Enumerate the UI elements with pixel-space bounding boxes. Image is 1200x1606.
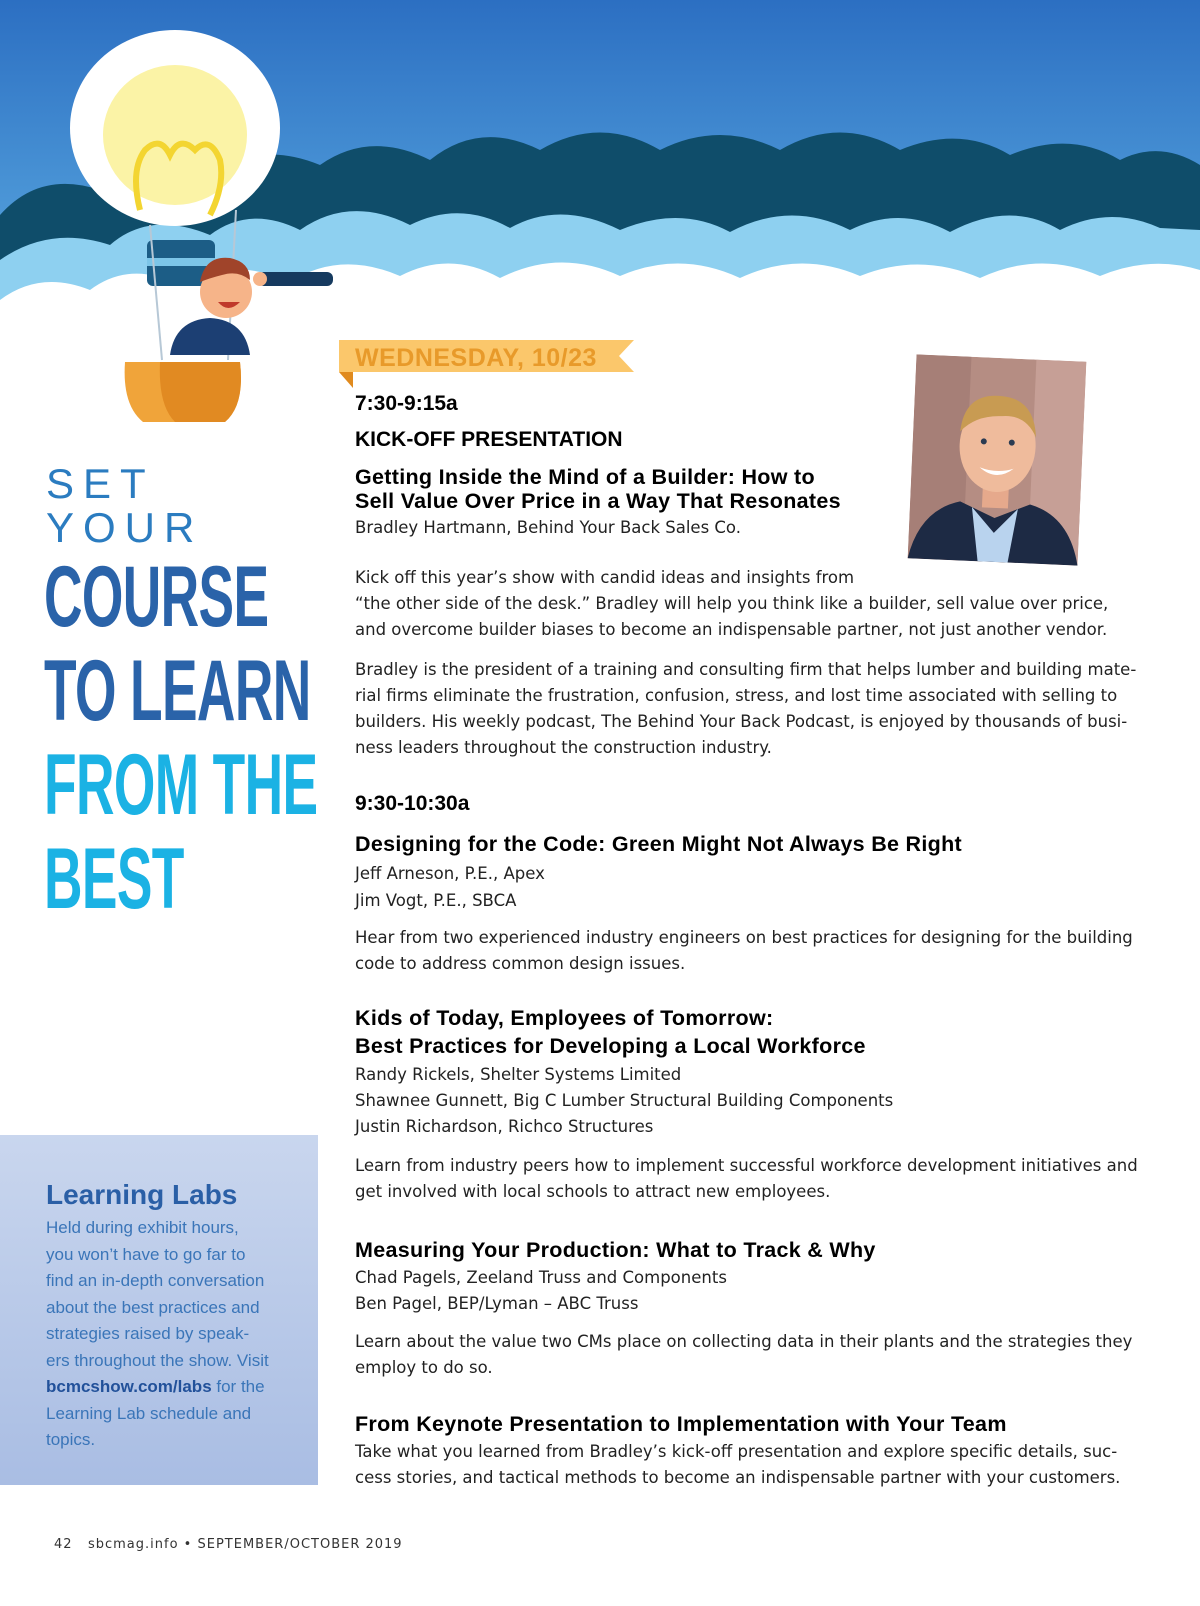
session-speaker: Chad Pagels, Zeeland Truss and Components	[355, 1268, 727, 1287]
page-headline	[44, 460, 318, 927]
session-speaker: Randy Rickels, Shelter Systems Limited	[355, 1065, 682, 1084]
date-ribbon-label: WEDNESDAY, 10/23	[355, 344, 597, 372]
session-description-line: get involved with local schools to attract new employees.	[355, 1182, 831, 1201]
session-speaker: Jeff Arneson, P.E., Apex	[355, 864, 545, 883]
speaker-photo	[908, 354, 1087, 565]
speaker-bio-line: ness leaders throughout the construction industry.	[355, 738, 772, 757]
session-title: Kids of Today, Employees of Tomorrow:	[355, 1006, 774, 1030]
session-description-line: Hear from two experienced industry engineers on best practices for designing for the building	[355, 928, 1133, 947]
session-description-line: cess stories, and tactical methods to become an indispensable partner with your customers.	[355, 1468, 1121, 1487]
session-title: Getting Inside the Mind of a Builder: How to	[355, 465, 815, 489]
session-speaker: Ben Pagel, BEP/Lyman – ABC Truss	[355, 1294, 639, 1313]
session-kicker: KICK-OFF PRESENTATION	[355, 428, 623, 451]
session-description-line: Take what you learned from Bradley’s kick-off presentation and explore specific details, suc-	[355, 1442, 1118, 1461]
session-description-line: “the other side of the desk.” Bradley will help you think like a builder, sell value over price,	[355, 594, 1109, 613]
session-description-line: code to address common design issues.	[355, 954, 686, 973]
page-number: 42	[54, 1537, 73, 1552]
session-description-line: Kick off this year’s show with candid ideas and insights from	[355, 568, 855, 587]
session-speaker: Bradley Hartmann, Behind Your Back Sales Co.	[355, 518, 741, 537]
headline-line-1: SET YOUR	[46, 460, 204, 551]
labs-line: Held during exhibit hours,	[46, 1218, 239, 1237]
headline-line-4: FROM THE	[44, 737, 318, 833]
session-description-line: employ to do so.	[355, 1358, 493, 1377]
labs-line: strategies raised by speak-	[46, 1324, 250, 1343]
session-time: 7:30-9:15a	[355, 392, 458, 415]
session-description-line: Learn about the value two CMs place on collecting data in their plants and the strategies they	[355, 1332, 1133, 1351]
footer-bullet: •	[183, 1537, 193, 1552]
labs-line: ers throughout the show. Visit	[46, 1350, 269, 1370]
session-speaker: Jim Vogt, P.E., SBCA	[355, 891, 517, 910]
learning-labs-title: Learning Labs	[46, 1179, 238, 1210]
headline-line-3: TO LEARN	[44, 643, 311, 739]
session-title: Measuring Your Production: What to Track & Why	[355, 1238, 876, 1262]
labs-line	[46, 1374, 298, 1401]
session-description-line: and overcome builder biases to become an indispensable partner, not just another vendor.	[355, 620, 1108, 639]
session-speaker: Shawnee Gunnett, Big C Lumber Structural Building Components	[355, 1091, 894, 1110]
footer-site: sbcmag.info	[87, 1537, 179, 1552]
learning-labs-box	[0, 1135, 318, 1485]
session-title: Best Practices for Developing a Local Workforce	[355, 1034, 866, 1058]
headline-line-5: BEST	[44, 831, 184, 927]
session-title: From Keynote Presentation to Implementation with Your Team	[355, 1412, 1007, 1436]
labs-after-link: for the	[211, 1377, 265, 1396]
labs-line: topics.	[46, 1430, 96, 1449]
labs-line: Learning Lab schedule and	[46, 1403, 252, 1423]
footer-issue: SEPTEMBER/OCTOBER 2019	[197, 1537, 403, 1552]
session-speaker: Justin Richardson, Richco Structures	[355, 1117, 654, 1136]
learning-labs-body	[46, 1215, 298, 1454]
labs-line: about the best practices and	[46, 1297, 260, 1317]
speaker-bio-line: builders. His weekly podcast, The Behind Your Back Podcast, is enjoyed by thousands of busi-	[355, 712, 1128, 731]
session-title: Designing for the Code: Green Might Not Always Be Right	[355, 832, 962, 856]
labs-link[interactable]: bcmcshow.com/labs	[46, 1377, 212, 1396]
headline-line-2: COURSE	[44, 549, 269, 645]
session-description-line: Learn from industry peers how to implement successful workforce development initiatives and	[355, 1156, 1138, 1175]
labs-line: find an in-depth conversation	[46, 1271, 265, 1290]
speaker-bio-line: rial firms eliminate the frustration, confusion, stress, and lost time associated with selling to	[355, 686, 1118, 705]
session-title: Sell Value Over Price in a Way That Resonates	[355, 489, 841, 513]
labs-line: you won’t have to go far to	[46, 1244, 246, 1264]
speaker-bio-line: Bradley is the president of a training and consulting firm that helps lumber and building mate-	[355, 660, 1137, 679]
header-illustration	[0, 0, 1200, 340]
page-footer	[54, 1537, 403, 1552]
session-time: 9:30-10:30a	[355, 792, 470, 815]
